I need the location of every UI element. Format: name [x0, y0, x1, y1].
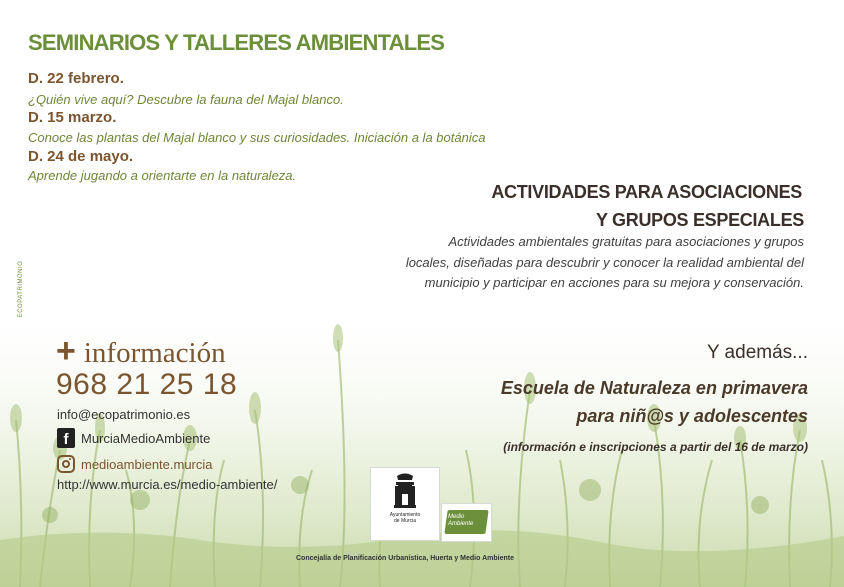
actividades-title-line2: Y GRUPOS ESPECIALES: [595, 210, 804, 230]
actividades-body-line2: locales, diseñadas para descubrir y conocer la realidad ambiental del: [405, 254, 804, 270]
instagram-link[interactable]: [57, 453, 213, 475]
ademas-lead: Y además...: [706, 342, 808, 363]
ayuntamiento-logo: [370, 467, 440, 541]
info-heading-label: información: [83, 337, 226, 369]
inscripciones-note: (información e inscripciones a partir del 16 de marzo): [503, 440, 808, 454]
actividades-body: [364, 232, 804, 294]
seminarios-title: SEMINARIOS Y TALLERES AMBIENTALES: [28, 30, 445, 55]
seminar-date-2: D. 15 marzo.: [28, 109, 117, 126]
escuela-line2: para niñ@s y adolescentes: [576, 406, 808, 426]
side-tag: [14, 255, 28, 323]
seminar-text-3: Aprende jugando a orientarte en la naturaleza.: [28, 168, 297, 183]
escuela-line1: Escuela de Naturaleza en primavera: [500, 378, 808, 398]
instagram-icon: [57, 455, 75, 473]
instagram-label: medioambiente.murcia: [81, 456, 213, 472]
facebook-link[interactable]: [57, 427, 210, 449]
actividades-body-line3: municipio y participar en acciones para su mejora y conservación.: [424, 275, 804, 290]
actividades-title-line1: ACTIVIDADES PARA ASOCIACIONES: [491, 182, 802, 202]
actividades-body-line1: Actividades ambientales gratuitas para asociaciones y grupos: [448, 234, 804, 249]
side-tag-label: ECOPATRIMONIO: [18, 260, 24, 318]
email-link[interactable]: info@ecopatrimonio.es: [57, 407, 191, 422]
footer-concejalia: Concejalía de Planificación Urbanística, Huerta y Medio Ambiente: [296, 555, 514, 562]
facebook-icon: f: [57, 428, 75, 448]
ayuntamiento-line2: de Murcia: [394, 518, 416, 524]
seminar-date-3: D. 24 de mayo.: [28, 148, 134, 165]
medio-ambiente-line1: Medio: [448, 514, 465, 520]
phone-number[interactable]: 968 21 25 18: [56, 368, 238, 401]
info-heading: [56, 332, 226, 371]
seminar-text-2: Conoce las plantas del Majal blanco y sus curiosidades. Iniciación a la botánica: [28, 130, 486, 145]
medio-ambiente-line2: Ambiente: [448, 521, 474, 527]
castle-crest-icon: [390, 472, 420, 512]
seminar-date-1: D. 22 febrero.: [28, 70, 124, 87]
seminar-text-1: ¿Quién vive aquí? Descubre la fauna del Majal blanco.: [28, 92, 344, 107]
facebook-label: MurciaMedioAmbiente: [81, 430, 211, 446]
website-link[interactable]: http://www.murcia.es/medio-ambiente/: [57, 477, 278, 492]
medio-ambiente-logo: [441, 503, 492, 542]
medio-ambiente-text: [448, 514, 473, 528]
plus-icon: +: [56, 332, 76, 370]
ayuntamiento-line1: Ayuntamiento: [389, 512, 421, 518]
